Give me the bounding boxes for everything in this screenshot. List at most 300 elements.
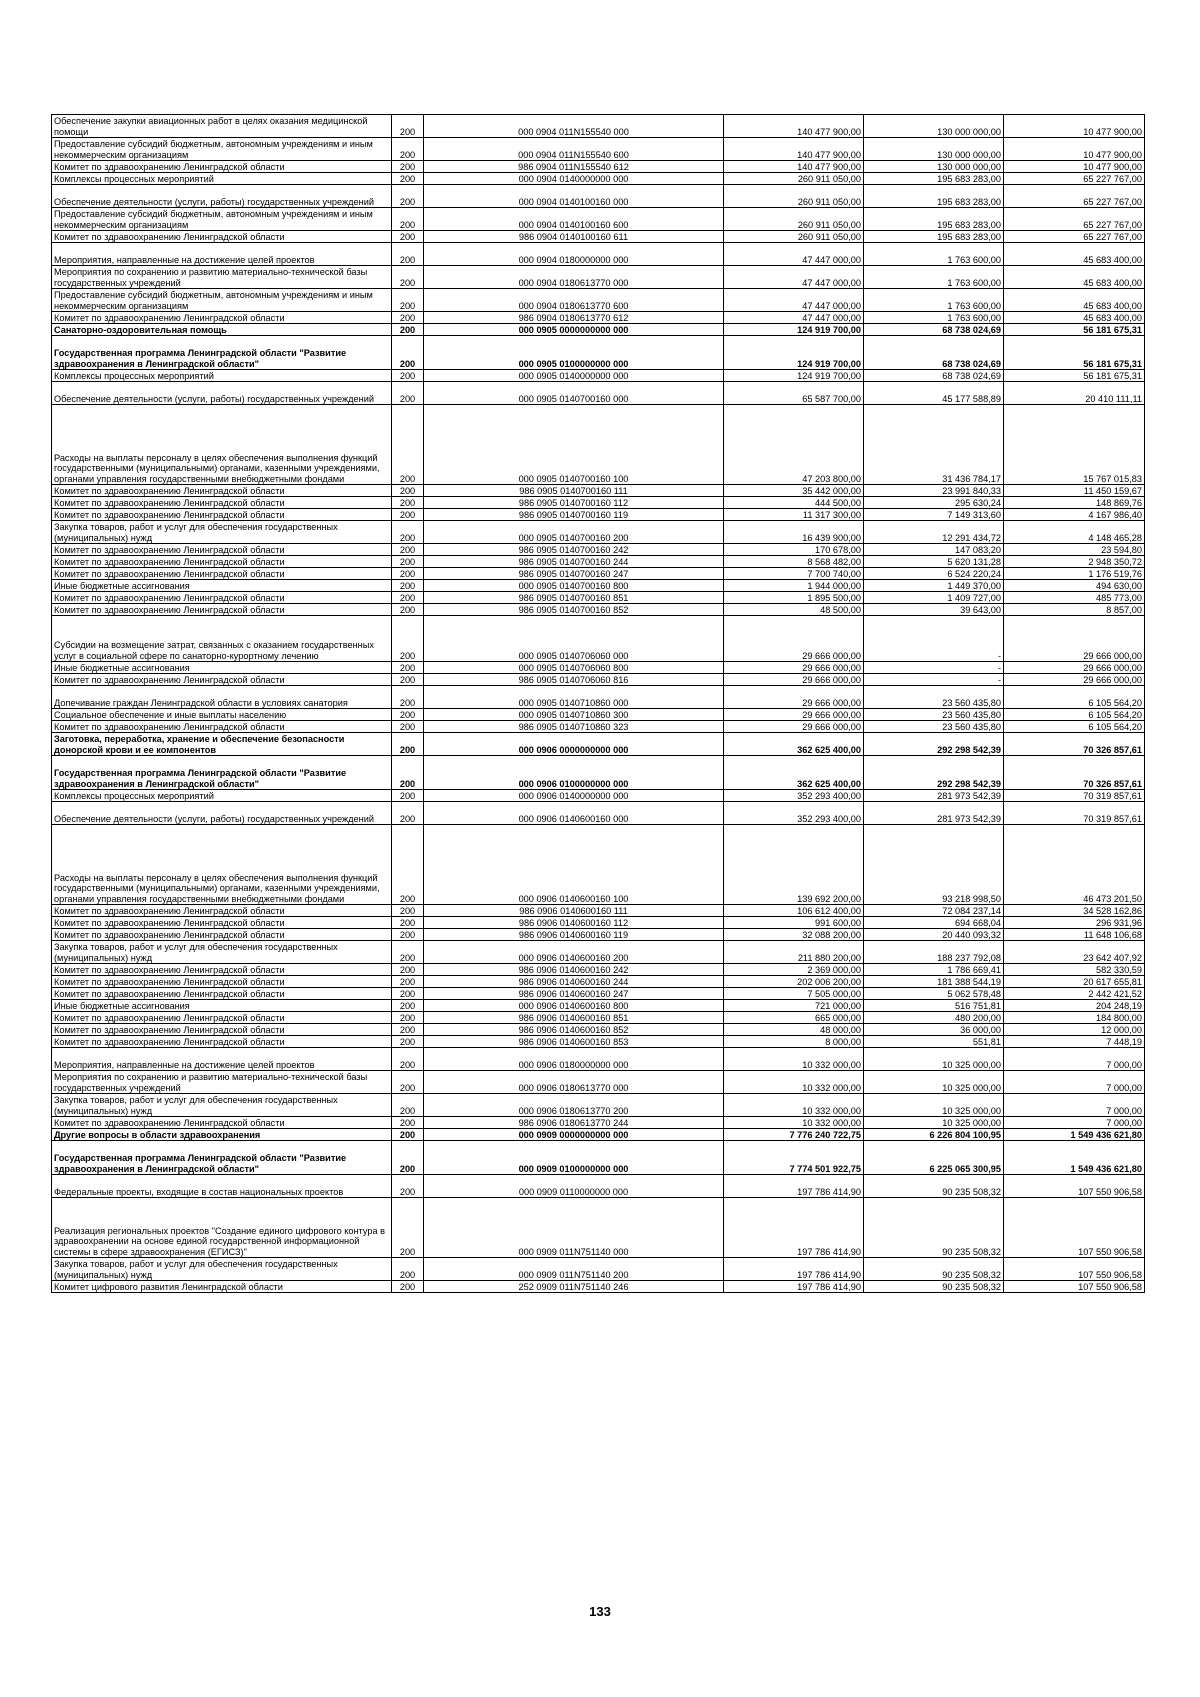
table-row <box>52 686 1145 709</box>
row-plan: 29 666 000,00 <box>724 616 864 662</box>
row-fact: - <box>864 616 1004 662</box>
row-rest: 7 448,19 <box>1004 1036 1145 1048</box>
row-fact: 20 440 093,32 <box>864 929 1004 941</box>
row-kvr: 200 <box>392 1117 424 1129</box>
row-name: Мероприятия, направленные на достижение целей проектов <box>52 243 392 266</box>
row-kvr: 200 <box>392 1129 424 1141</box>
row-rest: 45 683 400,00 <box>1004 266 1145 289</box>
row-code: 000 0905 0140700160 000 <box>424 382 724 405</box>
row-rest: 148 869,76 <box>1004 497 1145 509</box>
row-code: 000 0904 0180000000 000 <box>424 243 724 266</box>
row-kvr: 200 <box>392 509 424 521</box>
row-name: Социальное обеспечение и иные выплаты населению <box>52 709 392 721</box>
row-name: Заготовка, переработка, хранение и обеспечение безопасности донорской крови и ее компонентов <box>52 733 392 756</box>
row-rest: 6 105 564,20 <box>1004 686 1145 709</box>
row-fact: 7 149 313,60 <box>864 509 1004 521</box>
row-rest: 107 550 906,58 <box>1004 1198 1145 1258</box>
row-name: Иные бюджетные ассигнования <box>52 1000 392 1012</box>
row-plan: 47 447 000,00 <box>724 243 864 266</box>
row-code: 000 0904 011N155540 600 <box>424 138 724 161</box>
row-kvr: 200 <box>392 988 424 1000</box>
row-code: 986 0905 0140700160 119 <box>424 509 724 521</box>
row-name: Комитет по здравоохранению Ленинградской области <box>52 721 392 733</box>
row-rest: 34 528 162,86 <box>1004 905 1145 917</box>
row-name: Государственная программа Ленинградской области "Развитие здравоохранения в Ленинградской области" <box>52 756 392 790</box>
row-fact: 68 738 024,69 <box>864 336 1004 370</box>
row-fact: 195 683 283,00 <box>864 185 1004 208</box>
row-rest: 65 227 767,00 <box>1004 173 1145 185</box>
row-kvr: 200 <box>392 976 424 988</box>
table-row <box>52 544 1145 556</box>
row-code: 000 0909 0100000000 000 <box>424 1141 724 1175</box>
table-row <box>52 1281 1145 1293</box>
row-name: Комитет по здравоохранению Ленинградской области <box>52 976 392 988</box>
row-name: Комитет по здравоохранению Ленинградской области <box>52 1024 392 1036</box>
row-kvr: 200 <box>392 370 424 382</box>
table-row <box>52 208 1145 231</box>
table-row <box>52 509 1145 521</box>
row-rest: 8 857,00 <box>1004 604 1145 616</box>
row-code: 000 0905 0140700160 200 <box>424 521 724 544</box>
row-fact: 188 237 792,08 <box>864 941 1004 964</box>
row-plan: 2 369 000,00 <box>724 964 864 976</box>
row-rest: 56 181 675,31 <box>1004 370 1145 382</box>
row-code: 986 0906 0140600160 851 <box>424 1012 724 1024</box>
row-code: 986 0906 0140600160 853 <box>424 1036 724 1048</box>
row-fact: 1 763 600,00 <box>864 289 1004 312</box>
row-fact: 480 200,00 <box>864 1012 1004 1024</box>
table-row <box>52 604 1145 616</box>
row-kvr: 200 <box>392 161 424 173</box>
row-rest: 70 319 857,61 <box>1004 790 1145 802</box>
row-kvr: 200 <box>392 686 424 709</box>
row-rest: 184 800,00 <box>1004 1012 1145 1024</box>
row-fact: 5 062 578,48 <box>864 988 1004 1000</box>
row-plan: 362 625 400,00 <box>724 733 864 756</box>
row-kvr: 200 <box>392 497 424 509</box>
row-kvr: 200 <box>392 929 424 941</box>
row-rest: 2 442 421,52 <box>1004 988 1145 1000</box>
row-fact: 1 763 600,00 <box>864 266 1004 289</box>
table-row <box>52 662 1145 674</box>
table-row <box>52 1071 1145 1094</box>
row-kvr: 200 <box>392 964 424 976</box>
table-row <box>52 802 1145 825</box>
row-plan: 140 477 900,00 <box>724 161 864 173</box>
row-code: 000 0906 0140600160 000 <box>424 802 724 825</box>
row-code: 000 0905 0140700160 100 <box>424 405 724 485</box>
row-name: Государственная программа Ленинградской области "Развитие здравоохранения в Ленинградской области" <box>52 1141 392 1175</box>
row-name: Обеспечение деятельности (услуги, работы) государственных учреждений <box>52 382 392 405</box>
row-code: 000 0905 0140706060 800 <box>424 662 724 674</box>
row-code: 000 0904 0180613770 600 <box>424 289 724 312</box>
row-fact: 36 000,00 <box>864 1024 1004 1036</box>
table-row <box>52 485 1145 497</box>
row-code: 000 0905 0140000000 000 <box>424 370 724 382</box>
row-name: Комплексы процессных мероприятий <box>52 370 392 382</box>
table-row <box>52 790 1145 802</box>
table-row <box>52 1012 1145 1024</box>
row-plan: 10 332 000,00 <box>724 1048 864 1071</box>
row-rest: 10 477 900,00 <box>1004 161 1145 173</box>
row-rest: 6 105 564,20 <box>1004 721 1145 733</box>
row-fact: 90 235 508,32 <box>864 1198 1004 1258</box>
row-code: 000 0906 0140600160 200 <box>424 941 724 964</box>
table-row <box>52 556 1145 568</box>
row-fact: 90 235 508,32 <box>864 1175 1004 1198</box>
row-plan: 352 293 400,00 <box>724 790 864 802</box>
row-plan: 8 568 482,00 <box>724 556 864 568</box>
row-kvr: 200 <box>392 592 424 604</box>
row-plan: 260 911 050,00 <box>724 208 864 231</box>
table-row <box>52 825 1145 905</box>
row-kvr: 200 <box>392 185 424 208</box>
table-row <box>52 312 1145 324</box>
row-name: Комитет по здравоохранению Ленинградской области <box>52 905 392 917</box>
row-name: Комитет по здравоохранению Ленинградской области <box>52 231 392 243</box>
row-plan: 10 332 000,00 <box>724 1094 864 1117</box>
row-rest: 107 550 906,58 <box>1004 1281 1145 1293</box>
row-name: Комитет по здравоохранению Ленинградской области <box>52 509 392 521</box>
row-plan: 32 088 200,00 <box>724 929 864 941</box>
row-plan: 29 666 000,00 <box>724 662 864 674</box>
row-kvr: 200 <box>392 1258 424 1281</box>
table-row <box>52 1258 1145 1281</box>
row-kvr: 200 <box>392 616 424 662</box>
table-row <box>52 115 1145 138</box>
row-rest: 4 148 465,28 <box>1004 521 1145 544</box>
row-fact: 147 083,20 <box>864 544 1004 556</box>
row-kvr: 200 <box>392 917 424 929</box>
row-fact: 6 225 065 300,95 <box>864 1141 1004 1175</box>
table-row <box>52 231 1145 243</box>
table-row <box>52 1129 1145 1141</box>
row-name: Предоставление субсидий бюджетным, автономным учреждениям и иным некоммерческим организациям <box>52 208 392 231</box>
row-fact: 23 991 840,33 <box>864 485 1004 497</box>
table-row <box>52 324 1145 336</box>
row-kvr: 200 <box>392 231 424 243</box>
table-row <box>52 1094 1145 1117</box>
row-code: 986 0906 0180613770 244 <box>424 1117 724 1129</box>
row-plan: 362 625 400,00 <box>724 756 864 790</box>
row-kvr: 200 <box>392 1141 424 1175</box>
row-rest: 45 683 400,00 <box>1004 243 1145 266</box>
row-kvr: 200 <box>392 115 424 138</box>
row-kvr: 200 <box>392 138 424 161</box>
row-name: Комитет по здравоохранению Ленинградской области <box>52 604 392 616</box>
row-fact: 72 084 237,14 <box>864 905 1004 917</box>
row-plan: 1 895 500,00 <box>724 592 864 604</box>
row-name: Закупка товаров, работ и услуг для обеспечения государственных (муниципальных) нужд <box>52 941 392 964</box>
table-row <box>52 905 1145 917</box>
row-plan: 124 919 700,00 <box>724 370 864 382</box>
row-rest: 70 326 857,61 <box>1004 733 1145 756</box>
row-rest: 65 227 767,00 <box>1004 231 1145 243</box>
row-name: Субсидии на возмещение затрат, связанных с оказанием государственных услуг в социальной сфере по санаторно-курортному лечению <box>52 616 392 662</box>
row-kvr: 200 <box>392 941 424 964</box>
row-plan: 106 612 400,00 <box>724 905 864 917</box>
row-name: Комплексы процессных мероприятий <box>52 173 392 185</box>
row-kvr: 200 <box>392 580 424 592</box>
row-code: 986 0906 0140600160 111 <box>424 905 724 917</box>
row-code: 000 0904 0140100160 000 <box>424 185 724 208</box>
table-row <box>52 382 1145 405</box>
row-kvr: 200 <box>392 568 424 580</box>
row-kvr: 200 <box>392 266 424 289</box>
row-rest: 10 477 900,00 <box>1004 138 1145 161</box>
table-row <box>52 173 1145 185</box>
row-fact: 31 436 784,17 <box>864 405 1004 485</box>
row-fact: 10 325 000,00 <box>864 1094 1004 1117</box>
row-kvr: 200 <box>392 544 424 556</box>
row-fact: 195 683 283,00 <box>864 231 1004 243</box>
table-row <box>52 289 1145 312</box>
row-kvr: 200 <box>392 336 424 370</box>
row-code: 986 0906 0140600160 119 <box>424 929 724 941</box>
row-plan: 29 666 000,00 <box>724 709 864 721</box>
row-plan: 29 666 000,00 <box>724 674 864 686</box>
row-plan: 211 880 200,00 <box>724 941 864 964</box>
row-rest: 10 477 900,00 <box>1004 115 1145 138</box>
row-plan: 7 776 240 722,75 <box>724 1129 864 1141</box>
row-name: Комитет по здравоохранению Ленинградской области <box>52 544 392 556</box>
row-code: 986 0904 0180613770 612 <box>424 312 724 324</box>
row-kvr: 200 <box>392 405 424 485</box>
row-fact: - <box>864 674 1004 686</box>
row-rest: 107 550 906,58 <box>1004 1175 1145 1198</box>
row-plan: 139 692 200,00 <box>724 825 864 905</box>
row-fact: 1 449 370,00 <box>864 580 1004 592</box>
row-name: Комитет по здравоохранению Ленинградской области <box>52 312 392 324</box>
row-name: Иные бюджетные ассигнования <box>52 580 392 592</box>
row-kvr: 200 <box>392 662 424 674</box>
row-code: 000 0906 0000000000 000 <box>424 733 724 756</box>
row-kvr: 200 <box>392 382 424 405</box>
row-kvr: 200 <box>392 243 424 266</box>
row-code: 000 0904 011N155540 000 <box>424 115 724 138</box>
row-code: 000 0905 0140706060 000 <box>424 616 724 662</box>
table-row <box>52 580 1145 592</box>
row-name: Комплексы процессных мероприятий <box>52 790 392 802</box>
row-fact: 10 325 000,00 <box>864 1071 1004 1094</box>
row-fact: 292 298 542,39 <box>864 756 1004 790</box>
row-plan: 260 911 050,00 <box>724 185 864 208</box>
row-name: Комитет по здравоохранению Ленинградской области <box>52 1036 392 1048</box>
row-fact: 23 560 435,80 <box>864 721 1004 733</box>
row-code: 000 0906 0140600160 100 <box>424 825 724 905</box>
table-row <box>52 521 1145 544</box>
row-kvr: 200 <box>392 604 424 616</box>
row-fact: 694 668,04 <box>864 917 1004 929</box>
row-plan: 35 442 000,00 <box>724 485 864 497</box>
row-plan: 197 786 414,90 <box>724 1198 864 1258</box>
row-name: Реализация региональных проектов "Создание единого цифрового контура в здравоохранении на основе единой государственной информационной системы в сфере здравоохранения (ЕГИСЗ)" <box>52 1198 392 1258</box>
row-plan: 197 786 414,90 <box>724 1175 864 1198</box>
row-name: Комитет по здравоохранению Ленинградской области <box>52 929 392 941</box>
row-rest: 2 948 350,72 <box>1004 556 1145 568</box>
row-code: 986 0905 0140710860 323 <box>424 721 724 733</box>
row-rest: 204 248,19 <box>1004 1000 1145 1012</box>
row-plan: 7 774 501 922,75 <box>724 1141 864 1175</box>
table-row <box>52 1048 1145 1071</box>
row-fact: - <box>864 662 1004 674</box>
row-kvr: 200 <box>392 905 424 917</box>
row-code: 252 0909 011N751140 246 <box>424 1281 724 1293</box>
row-kvr: 200 <box>392 721 424 733</box>
table-row <box>52 674 1145 686</box>
table-row <box>52 1175 1145 1198</box>
row-fact: 5 620 131,28 <box>864 556 1004 568</box>
row-plan: 197 786 414,90 <box>724 1281 864 1293</box>
row-name: Обеспечение деятельности (услуги, работы) государственных учреждений <box>52 185 392 208</box>
row-code: 986 0905 0140706060 816 <box>424 674 724 686</box>
row-fact: 90 235 508,32 <box>864 1281 1004 1293</box>
row-name: Комитет по здравоохранению Ленинградской области <box>52 988 392 1000</box>
row-code: 000 0905 0000000000 000 <box>424 324 724 336</box>
row-code: 986 0905 0140700160 852 <box>424 604 724 616</box>
row-rest: 45 683 400,00 <box>1004 312 1145 324</box>
row-rest: 7 000,00 <box>1004 1071 1145 1094</box>
row-kvr: 200 <box>392 1000 424 1012</box>
row-name: Расходы на выплаты персоналу в целях обеспечения выполнения функций государственными (муниципальными) органами, казенными учреждениями, органами управления государственными внебюджетными фондами <box>52 405 392 485</box>
row-code: 986 0906 0140600160 112 <box>424 917 724 929</box>
row-code: 000 0909 0000000000 000 <box>424 1129 724 1141</box>
row-fact: 6 524 220,24 <box>864 568 1004 580</box>
row-plan: 444 500,00 <box>724 497 864 509</box>
row-name: Комитет цифрового развития Ленинградской области <box>52 1281 392 1293</box>
row-rest: 29 666 000,00 <box>1004 662 1145 674</box>
row-code: 986 0906 0140600160 247 <box>424 988 724 1000</box>
row-rest: 11 648 106,68 <box>1004 929 1145 941</box>
table-row <box>52 616 1145 662</box>
table-row <box>52 1036 1145 1048</box>
row-kvr: 200 <box>392 802 424 825</box>
row-plan: 197 786 414,90 <box>724 1258 864 1281</box>
row-fact: 10 325 000,00 <box>864 1117 1004 1129</box>
row-name: Допечивание граждан Ленинградской области в условиях санатория <box>52 686 392 709</box>
row-name: Предоставление субсидий бюджетным, автономным учреждениям и иным некоммерческим организациям <box>52 289 392 312</box>
row-plan: 124 919 700,00 <box>724 324 864 336</box>
row-rest: 45 683 400,00 <box>1004 289 1145 312</box>
table-row <box>52 497 1145 509</box>
table-row <box>52 964 1145 976</box>
row-plan: 47 447 000,00 <box>724 289 864 312</box>
row-rest: 1 549 436 621,80 <box>1004 1141 1145 1175</box>
row-rest: 29 666 000,00 <box>1004 616 1145 662</box>
row-kvr: 200 <box>392 556 424 568</box>
row-code: 986 0905 0140700160 111 <box>424 485 724 497</box>
table-row <box>52 405 1145 485</box>
row-fact: 45 177 588,89 <box>864 382 1004 405</box>
row-code: 000 0906 0140600160 800 <box>424 1000 724 1012</box>
row-code: 986 0905 0140700160 242 <box>424 544 724 556</box>
row-fact: 1 786 669,41 <box>864 964 1004 976</box>
row-rest: 1 176 519,76 <box>1004 568 1145 580</box>
row-plan: 124 919 700,00 <box>724 336 864 370</box>
row-kvr: 200 <box>392 1048 424 1071</box>
row-name: Комитет по здравоохранению Ленинградской области <box>52 592 392 604</box>
row-plan: 991 600,00 <box>724 917 864 929</box>
row-code: 000 0906 0180000000 000 <box>424 1048 724 1071</box>
row-fact: 1 763 600,00 <box>864 312 1004 324</box>
row-name: Расходы на выплаты персоналу в целях обеспечения выполнения функций государственными (муниципальными) органами, казенными учреждениями, органами управления государственными внебюджетными фондами <box>52 825 392 905</box>
row-kvr: 200 <box>392 324 424 336</box>
row-code: 986 0904 0140100160 611 <box>424 231 724 243</box>
table-row <box>52 161 1145 173</box>
row-fact: 68 738 024,69 <box>864 370 1004 382</box>
table-row <box>52 721 1145 733</box>
row-fact: 23 560 435,80 <box>864 709 1004 721</box>
row-fact: 516 751,81 <box>864 1000 1004 1012</box>
row-plan: 10 332 000,00 <box>724 1071 864 1094</box>
row-name: Комитет по здравоохранению Ленинградской области <box>52 568 392 580</box>
table-row <box>52 138 1145 161</box>
row-fact: 12 291 434,72 <box>864 521 1004 544</box>
row-rest: 29 666 000,00 <box>1004 674 1145 686</box>
table-row <box>52 568 1145 580</box>
row-code: 000 0905 0100000000 000 <box>424 336 724 370</box>
row-rest: 65 227 767,00 <box>1004 185 1145 208</box>
row-name: Комитет по здравоохранению Ленинградской области <box>52 556 392 568</box>
row-rest: 70 319 857,61 <box>1004 802 1145 825</box>
row-fact: 1 763 600,00 <box>864 243 1004 266</box>
row-name: Иные бюджетные ассигнования <box>52 662 392 674</box>
row-name: Федеральные проекты, входящие в состав национальных проектов <box>52 1175 392 1198</box>
row-rest: 20 617 655,81 <box>1004 976 1145 988</box>
row-plan: 47 447 000,00 <box>724 266 864 289</box>
row-name: Санаторно-оздоровительная помощь <box>52 324 392 336</box>
row-code: 000 0905 0140710860 000 <box>424 686 724 709</box>
row-rest: 56 181 675,31 <box>1004 336 1145 370</box>
row-name: Комитет по здравоохранению Ленинградской области <box>52 497 392 509</box>
row-rest: 20 410 111,11 <box>1004 382 1145 405</box>
row-kvr: 200 <box>392 1012 424 1024</box>
row-plan: 352 293 400,00 <box>724 802 864 825</box>
table-row <box>52 185 1145 208</box>
row-rest: 46 473 201,50 <box>1004 825 1145 905</box>
table-row <box>52 1000 1145 1012</box>
table-row <box>52 988 1145 1000</box>
row-kvr: 200 <box>392 1175 424 1198</box>
row-name: Предоставление субсидий бюджетным, автономным учреждениям и иным некоммерческим организациям <box>52 138 392 161</box>
row-fact: 6 226 804 100,95 <box>864 1129 1004 1141</box>
row-name: Комитет по здравоохранению Ленинградской области <box>52 674 392 686</box>
row-code: 000 0906 0100000000 000 <box>424 756 724 790</box>
row-fact: 68 738 024,69 <box>864 324 1004 336</box>
row-code: 986 0906 0140600160 242 <box>424 964 724 976</box>
table-row <box>52 941 1145 964</box>
row-rest: 296 931,96 <box>1004 917 1145 929</box>
row-fact: 195 683 283,00 <box>864 208 1004 231</box>
row-rest: 70 326 857,61 <box>1004 756 1145 790</box>
row-plan: 29 666 000,00 <box>724 686 864 709</box>
row-kvr: 200 <box>392 485 424 497</box>
row-rest: 4 167 986,40 <box>1004 509 1145 521</box>
row-name: Закупка товаров, работ и услуг для обеспечения государственных (муниципальных) нужд <box>52 521 392 544</box>
row-kvr: 200 <box>392 312 424 324</box>
table-row <box>52 1198 1145 1258</box>
row-rest: 23 642 407,92 <box>1004 941 1145 964</box>
table-row <box>52 370 1145 382</box>
row-fact: 281 973 542,39 <box>864 790 1004 802</box>
row-plan: 170 678,00 <box>724 544 864 556</box>
row-fact: 93 218 998,50 <box>864 825 1004 905</box>
row-code: 000 0906 0180613770 000 <box>424 1071 724 1094</box>
row-kvr: 200 <box>392 825 424 905</box>
table-row <box>52 733 1145 756</box>
row-fact: 551,81 <box>864 1036 1004 1048</box>
row-code: 000 0904 0140000000 000 <box>424 173 724 185</box>
